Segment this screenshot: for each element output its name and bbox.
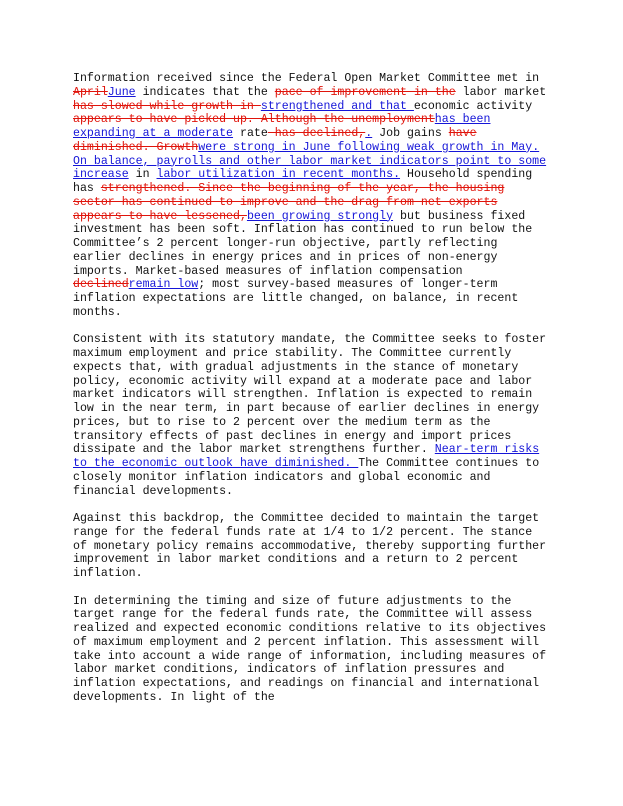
body-text: in: [128, 168, 157, 182]
inserted-text: has been expanding at a moderate: [73, 113, 491, 140]
inserted-text: were strong in June following weak growth in May. On balance, payrolls and other labor market indicators point to some increase: [73, 140, 547, 182]
body-text: In determining the timing and size of future adjustments to the target range for the federal funds rate, the Committee will assess realized and expected economic conditions relative to its objectives of maximum employment and 2 percent inflation. This assessment will take into account a wide range of information, including measures of labor market conditions, indicators of inflation pressures and inflation expectations, and readings on financial and international developments. In light of the: [73, 594, 547, 704]
paragraph-labor-market: [73, 72, 551, 320]
paragraph-future-adjustments: [73, 595, 551, 705]
document-body: [73, 72, 551, 718]
inserted-text: June: [107, 85, 136, 99]
inserted-text: .: [365, 127, 373, 140]
body-text: Consistent with its statutory mandate, the Committee seeks to foster maximum employment and price stability. The Committee currently expects that, with gradual adjustments in the stance of monetary policy, economic activity will expand at a moderate pace and labor market indicators will strengthen. Inflation is expected to remain low in the near term, in part because of earlier declines in energy prices, but to rise to 2 percent over the medium term as the transitory effects of past declines in energy and import prices dissipate and the labor market strengthens further.: [73, 333, 547, 457]
body-text: Information received since the Federal Open Market Committee met in: [73, 72, 540, 85]
body-text: The Committee continues to closely monitor inflation indicators and global economic and financial developments.: [73, 457, 540, 498]
inserted-text: been growing strongly: [246, 209, 394, 223]
body-text: Job gains: [372, 127, 449, 140]
body-text: ; most survey-based measures of longer-term inflation expectations are little changed, on balance, in recent months.: [73, 278, 519, 319]
deleted-text: has declined,: [267, 127, 366, 140]
body-text: labor market: [455, 85, 547, 99]
body-text: but business fixed investment has been soft. Inflation has continued to run below the Committee’s 2 percent longer-run objective, partly reflecting earlier declines in energy prices and in prices of non-energy imports. Market-based measures of inflation compensation: [73, 209, 533, 278]
paragraph-policy-outlook: [73, 333, 551, 498]
inserted-text: Near-term risks to the economic outlook have diminished.: [73, 443, 540, 470]
inserted-text: remain low: [128, 278, 199, 292]
body-text: indicates that the: [135, 85, 275, 99]
deleted-text: appears to have picked up. Although the unemployment: [73, 113, 435, 127]
body-text: economic activity: [413, 99, 533, 113]
deleted-text: have diminished. Growth: [73, 127, 477, 154]
paragraph-funds-rate-decision: [73, 512, 551, 581]
inserted-text: strengthened and that: [260, 99, 414, 113]
deleted-text: pace of improvement in the: [274, 85, 456, 99]
body-text: Against this backdrop, the Committee decided to maintain the target range for the federal funds rate at 1/4 to 1/2 percent. The stance of monetary policy remains accommodative, thereby supporting further improvement in labor market conditions and a return to 2 percent inflation.: [73, 512, 547, 580]
deleted-text: April: [73, 85, 108, 99]
body-text: Household spending has: [73, 168, 533, 195]
deleted-text: strengthened. Since the beginning of the year, the housing sector has continued to improve and the drag from net exports appears to have lessened,: [73, 182, 505, 223]
inserted-text: labor utilization in recent months.: [156, 168, 401, 182]
body-text: rate: [233, 127, 268, 140]
deleted-text: declined: [73, 278, 129, 292]
deleted-text: has slowed while growth in: [73, 99, 261, 113]
